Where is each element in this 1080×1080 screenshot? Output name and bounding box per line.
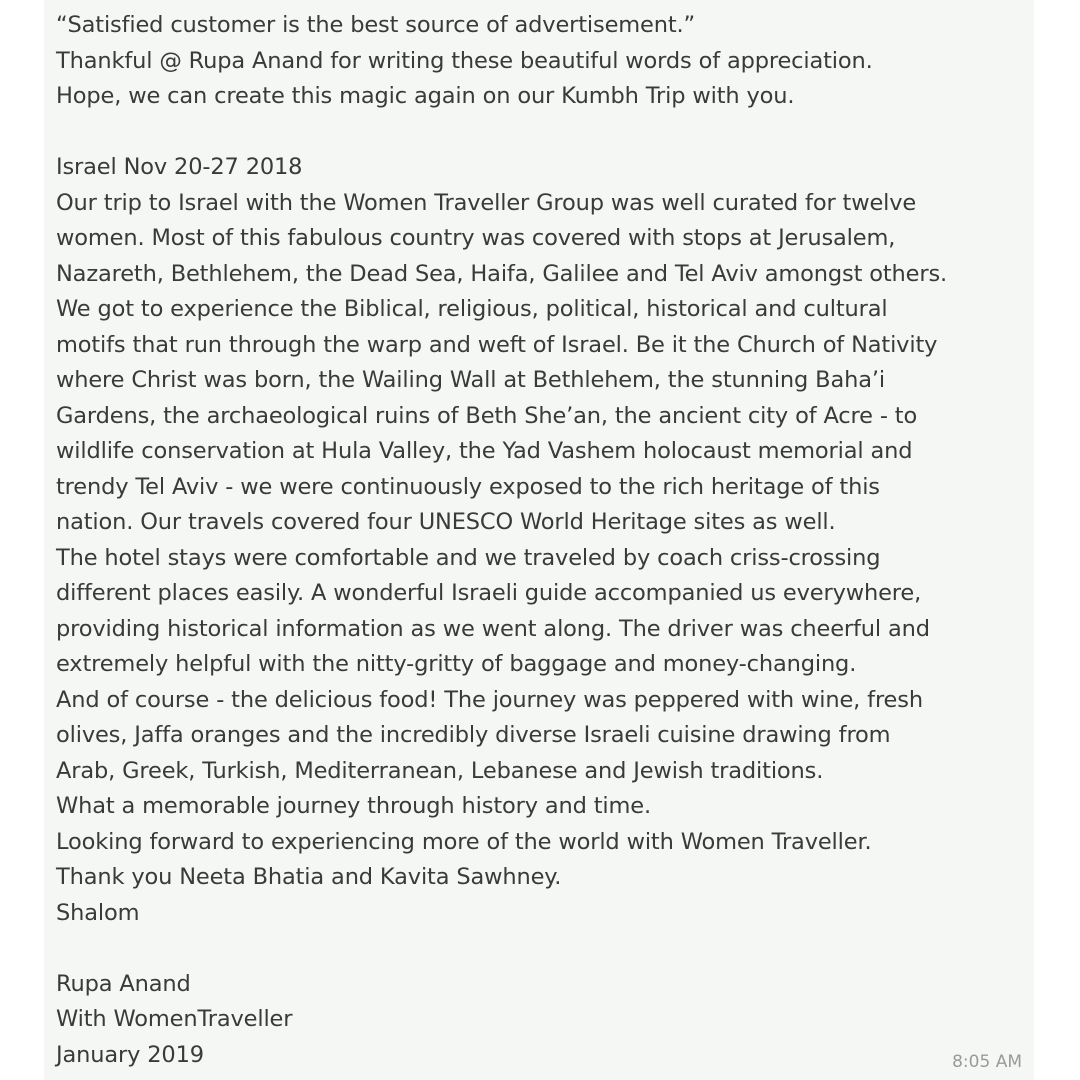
- blank-line: [56, 115, 1026, 151]
- message-line: Nazareth, Bethlehem, the Dead Sea, Haifa, Galilee and Tel Aviv amongst others.: [56, 260, 948, 287]
- message-line: different places easily. A wonderful Israeli guide accompanied us everywhere,: [56, 580, 922, 606]
- message-line: extremely helpful with the nitty-gritty of baggage and money-changing.: [56, 651, 857, 677]
- trip-heading: Israel Nov 20-27 2018: [56, 154, 303, 180]
- message-line: women. Most of this fabulous country was covered with stops at Jerusalem,: [56, 225, 896, 251]
- message-line: trendy Tel Aviv - we were continuously exposed to the rich heritage of this: [56, 473, 880, 500]
- message-line: The hotel stays were comfortable and we traveled by coach criss-crossing: [56, 544, 881, 571]
- message-line: We got to experience the Biblical, religious, political, historical and cultural: [56, 296, 888, 322]
- message-line: olives, Jaffa oranges and the incredibly diverse Israeli cuisine drawing from: [56, 722, 891, 748]
- blank-line: [56, 931, 1026, 967]
- message-line: nation. Our travels covered four UNESCO World Heritage sites as well.: [56, 509, 836, 535]
- signature-name: Rupa Anand: [56, 970, 191, 997]
- message-body: [56, 8, 1026, 1073]
- message-line: Looking forward to experiencing more of the world with Women Traveller.: [56, 828, 872, 855]
- message-line: “Satisfied customer is the best source of advertisement.”: [56, 12, 696, 38]
- message-line: motifs that run through the warp and weft of Israel. Be it the Church of Nativity: [56, 331, 938, 358]
- message-line: Hope, we can create this magic again on our Kumbh Trip with you.: [56, 83, 795, 109]
- message-line: Gardens, the archaeological ruins of Beth She’an, the ancient city of Acre - to: [56, 402, 918, 429]
- signature-date: January 2019: [56, 1041, 204, 1068]
- message-timestamp: 8:05 AM: [952, 1052, 1022, 1072]
- message-line: Thank you Neeta Bhatia and Kavita Sawhney.: [56, 864, 562, 890]
- message-line: Thankful @ Rupa Anand for writing these beautiful words of appreciation.: [56, 47, 873, 74]
- message-line: providing historical information as we went along. The driver was cheerful and: [56, 615, 930, 642]
- message-line: where Christ was born, the Wailing Wall at Bethlehem, the stunning Baha’i: [56, 367, 885, 393]
- message-line: Our trip to Israel with the Women Traveller Group was well curated for twelve: [56, 189, 917, 216]
- message-line: And of course - the delicious food! The journey was peppered with wine, fresh: [56, 686, 923, 713]
- message-line: wildlife conservation at Hula Valley, the Yad Vashem holocaust memorial and: [56, 438, 913, 464]
- message-line: Arab, Greek, Turkish, Mediterranean, Lebanese and Jewish traditions.: [56, 757, 824, 784]
- message-line: Shalom: [56, 899, 140, 926]
- signature-org: With WomenTraveller: [56, 1006, 293, 1032]
- message-line: What a memorable journey through history and time.: [56, 793, 651, 819]
